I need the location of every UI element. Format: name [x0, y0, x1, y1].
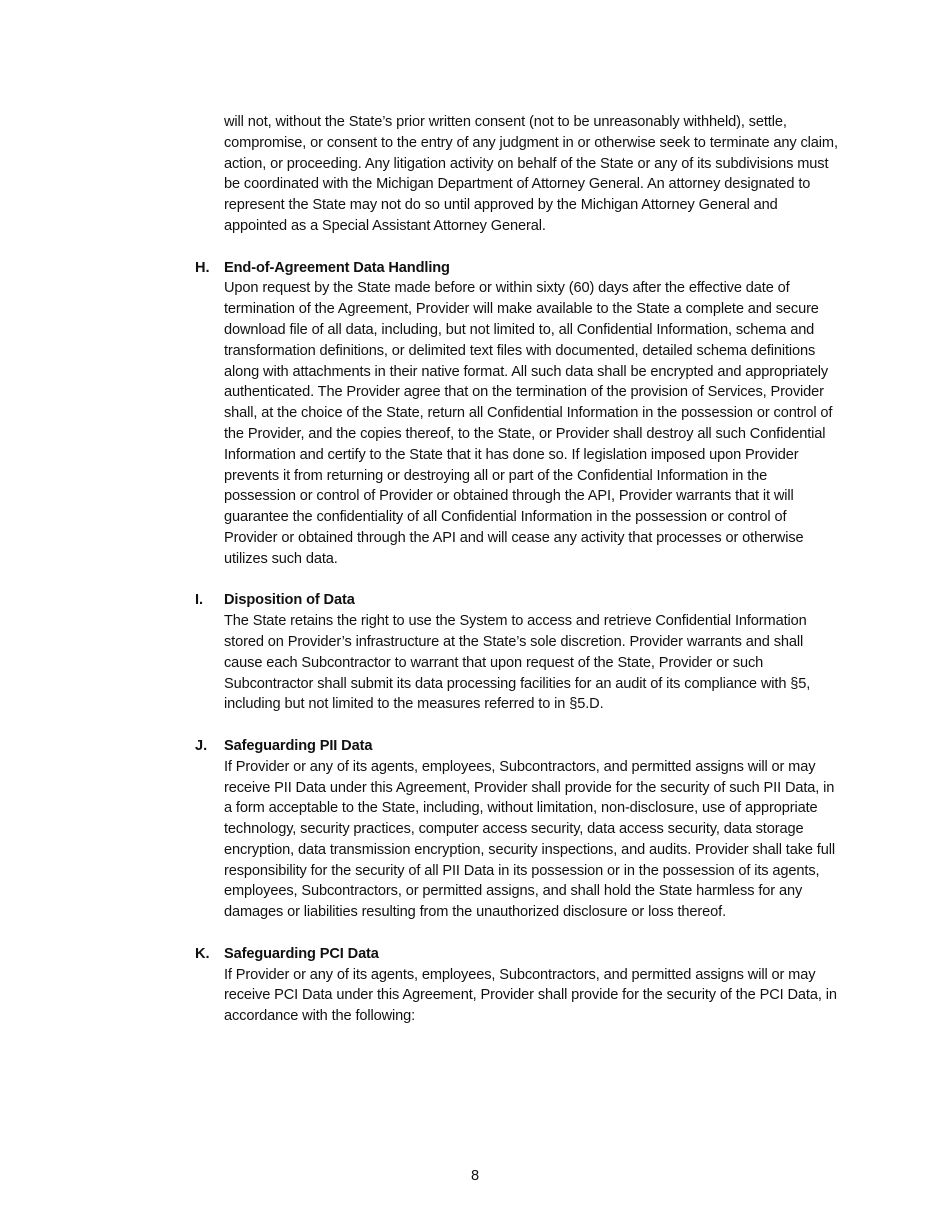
- section-body: Upon request by the State made before or within sixty (60) days after the effective date of termination of the Agreement, Provider will make available to the State a complete and secure download file of all data, including, but not limited to, all Confidential Information, schema and transformation definitions, or delimited text files with documented, detailed schema definitions along with attachments in their native format. All such data shall be encrypted and appropriately authenticated. The Provider agree that on the termination of the provision of Services, Provider shall, at the choice of the State, return all Confidential Information in the possession or control of the Provider, and the copies thereof, to the State, or Provider shall destroy all such Confidential Information and certify to the State that it has done so. If legislation imposed upon Provider prevents it from returning or destroying all or part of the Confidential Information in the possession or control of Provider or obtained through the API, Provider warrants that it will guarantee the confidentiality of all Confidential Information in the possession or control of Provider or obtained through the API and will cease any activity that processes or otherwise utilizes such data.: [224, 280, 833, 567]
- section-j: [195, 736, 840, 923]
- section-heading: Safeguarding PCI Data: [224, 945, 379, 962]
- page-number: 8: [470, 1168, 480, 1184]
- section-letter: K.: [195, 945, 210, 962]
- section-i: [195, 590, 840, 715]
- section-letter: H.: [195, 259, 210, 276]
- section-h: [195, 258, 840, 570]
- section-body: If Provider or any of its agents, employees, Subcontractors, and permitted assigns will or may receive PII Data under this Agreement, Provider shall provide for the security of such PII Data, in a form acceptable to the State, including, without limitation, non-disclosure, use of appropriate technology, security practices, computer access security, data access security, data storage encryption, data transmission encryption, security inspections, and audits. Provider shall take full responsibility for the security of all PII Data in its possession or in the possession of its agents, employees, Subcontractors, or permitted assigns, and shall hold the State harmless for any damages or liabilities resulting from the unauthorized disclosure or loss thereof.: [224, 758, 835, 921]
- page-content: [195, 112, 840, 1027]
- section-letter: J.: [195, 737, 208, 754]
- section-body: The State retains the right to use the System to access and retrieve Confidential Information stored on Provider’s infrastructure at the State’s sole discretion. Provider warrants and shall cause each Subcontractor to warrant that upon request of the State, Provider or such Subcontractor shall submit its data processing facilities for an audit of its compliance with §5, including but not limited to the measures referred to in §5.D.: [224, 613, 811, 713]
- section-heading: End-of-Agreement Data Handling: [224, 259, 450, 276]
- section-letter: I.: [195, 592, 204, 609]
- section-heading: Safeguarding PII Data: [224, 737, 373, 754]
- continuation-paragraph: will not, without the State’s prior written consent (not to be unreasonably withheld), settle, compromise, or consent to the entry of any judgment in or otherwise seek to terminate any claim, action, or proceeding. Any litigation activity on behalf of the State or any of its subdivisions must be coordinated with the Michigan Department of Attorney General. An attorney designated to represent the State may not do so until approved by the Michigan Attorney General and appointed as a Special Assistant Attorney General.: [224, 114, 838, 234]
- section-k: [195, 944, 840, 1027]
- section-heading: Disposition of Data: [224, 592, 355, 609]
- section-body: If Provider or any of its agents, employees, Subcontractors, and permitted assigns will or may receive PCI Data under this Agreement, Provider shall provide for the security of the PCI Data, in accordance with the following:: [224, 966, 837, 1025]
